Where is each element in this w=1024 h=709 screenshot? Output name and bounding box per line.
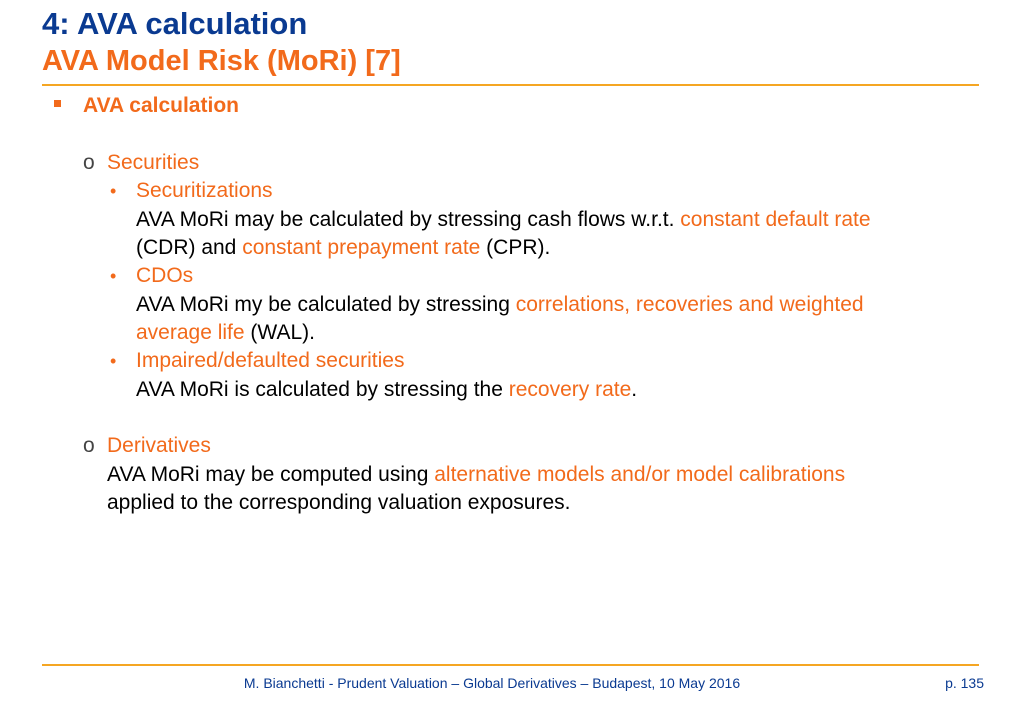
derivatives-text-line1: AVA MoRi may be computed using alternative models and/or model calibrations [107, 463, 846, 486]
section-heading: AVA calculation [83, 94, 239, 117]
cdos-text-line1: AVA MoRi my be calculated by stressing correlations, recoveries and weighted [136, 293, 864, 316]
impaired-text-line1: AVA MoRi is calculated by stressing the recovery rate. [136, 378, 638, 401]
derivatives-label: Derivatives [107, 434, 211, 457]
header-divider [42, 84, 979, 86]
footer-divider [42, 664, 979, 666]
securitizations-text-line2: (CDR) and constant prepayment rate (CPR). [136, 236, 551, 259]
footer-text: M. Bianchetti - Prudent Valuation – Global Derivatives – Budapest, 10 May 2016 [243, 675, 741, 691]
securitizations-label: Securitizations [136, 179, 273, 202]
securities-label: Securities [107, 151, 200, 174]
dot-bullet-icon: • [110, 351, 117, 371]
derivatives-text-line2: applied to the corresponding valuation exposures. [107, 491, 571, 514]
impaired-label: Impaired/defaulted securities [136, 349, 405, 372]
page-subtitle: AVA Model Risk (MoRi) [7] [42, 45, 401, 77]
cdos-label: CDOs [136, 264, 194, 287]
dot-bullet-icon: • [110, 181, 117, 201]
securitizations-text-line1: AVA MoRi may be calculated by stressing cash flows w.r.t. constant default rate [136, 208, 871, 231]
dot-bullet-icon: • [110, 266, 117, 286]
page-number: p. 135 [945, 675, 984, 691]
square-bullet-icon [54, 100, 61, 107]
page-title: 4: AVA calculation [42, 6, 308, 41]
circle-bullet-icon: o [83, 151, 95, 174]
circle-bullet-icon: o [83, 434, 95, 457]
cdos-text-line2: average life (WAL). [136, 321, 315, 344]
